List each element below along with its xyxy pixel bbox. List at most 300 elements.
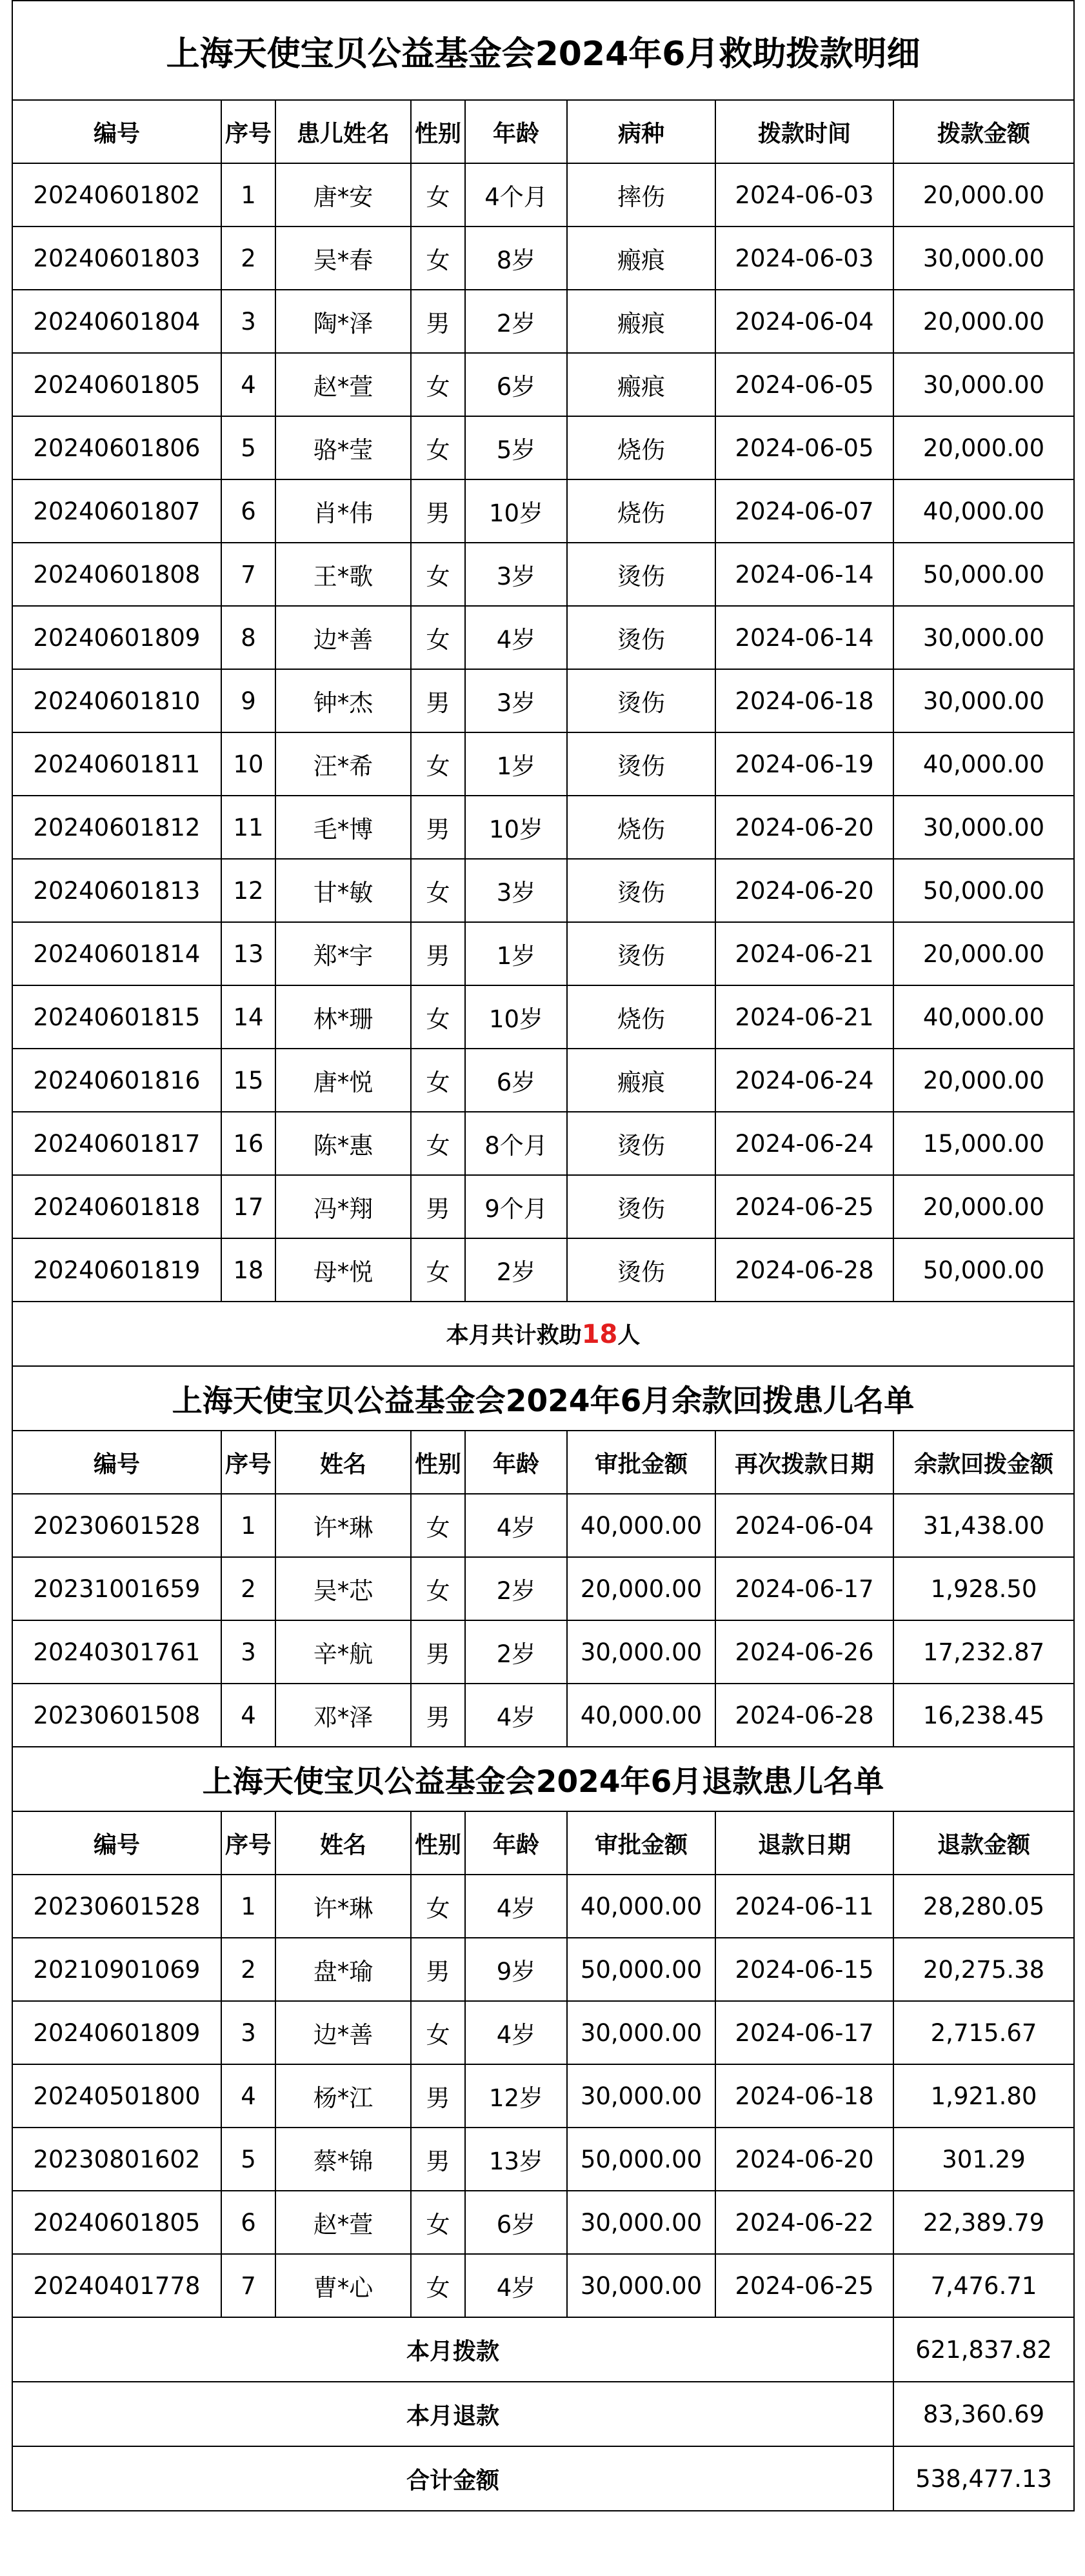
table-cell: 3岁 bbox=[465, 669, 567, 732]
table-cell: 20240601804 bbox=[12, 290, 221, 353]
table-cell: 1,921.80 bbox=[893, 2064, 1074, 2128]
table-cell: 2024-06-20 bbox=[715, 2128, 893, 2191]
table-cell: 1 bbox=[221, 163, 275, 226]
table-cell: 40,000.00 bbox=[893, 479, 1074, 543]
table-cell: 女 bbox=[411, 985, 465, 1049]
table-cell: 12岁 bbox=[465, 2064, 567, 2128]
table-cell: 20240601811 bbox=[12, 732, 221, 796]
table-cell: 曹*心 bbox=[275, 2254, 411, 2317]
table-cell: 烫伤 bbox=[567, 1175, 715, 1238]
table-cell: 15,000.00 bbox=[893, 1112, 1074, 1175]
column-header: 年龄 bbox=[465, 1431, 567, 1494]
total-row-grand bbox=[12, 2446, 1074, 2511]
table-cell: 2024-06-14 bbox=[715, 543, 893, 606]
table-cell: 辛*航 bbox=[275, 1620, 411, 1684]
column-header: 编号 bbox=[12, 1811, 221, 1875]
table-row bbox=[12, 606, 1074, 669]
table-cell: 5 bbox=[221, 2128, 275, 2191]
table-cell: 20231001659 bbox=[12, 1557, 221, 1620]
column-header: 序号 bbox=[221, 100, 275, 163]
column-header: 性别 bbox=[411, 1811, 465, 1875]
table-cell: 陈*惠 bbox=[275, 1112, 411, 1175]
table-cell: 女 bbox=[411, 163, 465, 226]
table-cell: 17 bbox=[221, 1175, 275, 1238]
table-cell: 2024-06-21 bbox=[715, 985, 893, 1049]
table-cell: 1岁 bbox=[465, 922, 567, 985]
table-cell: 6岁 bbox=[465, 1049, 567, 1112]
table-cell: 50,000.00 bbox=[893, 1238, 1074, 1302]
table-cell: 30,000.00 bbox=[893, 796, 1074, 859]
table-cell: 7 bbox=[221, 543, 275, 606]
column-header: 退款日期 bbox=[715, 1811, 893, 1875]
table-cell: 女 bbox=[411, 416, 465, 479]
table-cell: 2,715.67 bbox=[893, 2001, 1074, 2064]
table-cell: 8个月 bbox=[465, 1112, 567, 1175]
table-cell: 3岁 bbox=[465, 543, 567, 606]
column-header: 年龄 bbox=[465, 100, 567, 163]
table-cell: 20240601812 bbox=[12, 796, 221, 859]
table-cell: 陶*泽 bbox=[275, 290, 411, 353]
column-header: 性别 bbox=[411, 1431, 465, 1494]
table-cell: 40,000.00 bbox=[567, 1684, 715, 1747]
column-header: 拨款时间 bbox=[715, 100, 893, 163]
table-cell: 瘢痕 bbox=[567, 290, 715, 353]
table-cell: 烧伤 bbox=[567, 416, 715, 479]
table-cell: 20240601810 bbox=[12, 669, 221, 732]
table-cell: 赵*萱 bbox=[275, 2191, 411, 2254]
section1-title-row bbox=[12, 1, 1074, 100]
table-cell: 女 bbox=[411, 543, 465, 606]
table-cell: 4个月 bbox=[465, 163, 567, 226]
table-cell: 30,000.00 bbox=[893, 226, 1074, 290]
table-cell: 2 bbox=[221, 226, 275, 290]
table-cell: 母*悦 bbox=[275, 1238, 411, 1302]
table-row bbox=[12, 1620, 1074, 1684]
total-row-refunded bbox=[12, 2382, 1074, 2446]
table-cell: 1岁 bbox=[465, 732, 567, 796]
table-row bbox=[12, 353, 1074, 416]
table-cell: 烫伤 bbox=[567, 732, 715, 796]
table-cell: 20240501800 bbox=[12, 2064, 221, 2128]
report-table bbox=[12, 0, 1075, 2511]
table-cell: 11 bbox=[221, 796, 275, 859]
table-cell: 20230601508 bbox=[12, 1684, 221, 1747]
table-row bbox=[12, 732, 1074, 796]
table-cell: 10岁 bbox=[465, 479, 567, 543]
table-cell: 瘢痕 bbox=[567, 353, 715, 416]
table-cell: 冯*翔 bbox=[275, 1175, 411, 1238]
table-cell: 瘢痕 bbox=[567, 226, 715, 290]
table-cell: 2024-06-05 bbox=[715, 353, 893, 416]
table-cell: 13 bbox=[221, 922, 275, 985]
table-cell: 2岁 bbox=[465, 1238, 567, 1302]
table-cell: 20,000.00 bbox=[893, 922, 1074, 985]
table-cell: 甘*敏 bbox=[275, 859, 411, 922]
table-row bbox=[12, 796, 1074, 859]
table-cell: 2024-06-24 bbox=[715, 1112, 893, 1175]
table-cell: 20240601807 bbox=[12, 479, 221, 543]
table-cell: 3 bbox=[221, 2001, 275, 2064]
table-cell: 边*善 bbox=[275, 606, 411, 669]
table-cell: 男 bbox=[411, 2064, 465, 2128]
table-cell: 3岁 bbox=[465, 859, 567, 922]
table-cell: 2024-06-22 bbox=[715, 2191, 893, 2254]
table-cell: 钟*杰 bbox=[275, 669, 411, 732]
table-cell: 50,000.00 bbox=[567, 2128, 715, 2191]
table-cell: 林*珊 bbox=[275, 985, 411, 1049]
table-cell: 女 bbox=[411, 1238, 465, 1302]
column-header: 姓名 bbox=[275, 1431, 411, 1494]
table-cell: 烫伤 bbox=[567, 922, 715, 985]
table-cell: 2024-06-03 bbox=[715, 163, 893, 226]
table-cell: 赵*萱 bbox=[275, 353, 411, 416]
table-cell: 4 bbox=[221, 353, 275, 416]
table-cell: 30,000.00 bbox=[567, 2064, 715, 2128]
column-header: 退款金额 bbox=[893, 1811, 1074, 1875]
table-cell: 肖*伟 bbox=[275, 479, 411, 543]
table-cell: 女 bbox=[411, 1494, 465, 1557]
table-row bbox=[12, 1494, 1074, 1557]
table-cell: 2岁 bbox=[465, 1620, 567, 1684]
table-cell: 9个月 bbox=[465, 1175, 567, 1238]
table-cell: 男 bbox=[411, 290, 465, 353]
table-cell: 摔伤 bbox=[567, 163, 715, 226]
table-cell: 烧伤 bbox=[567, 985, 715, 1049]
table-cell: 20,000.00 bbox=[893, 163, 1074, 226]
table-cell: 10岁 bbox=[465, 985, 567, 1049]
table-cell: 骆*莹 bbox=[275, 416, 411, 479]
table-cell: 40,000.00 bbox=[893, 985, 1074, 1049]
column-header: 序号 bbox=[221, 1811, 275, 1875]
column-header: 余款回拨金额 bbox=[893, 1431, 1074, 1494]
table-row bbox=[12, 1684, 1074, 1747]
table-row bbox=[12, 922, 1074, 985]
table-cell: 盘*瑜 bbox=[275, 1938, 411, 2001]
table-cell: 30,000.00 bbox=[567, 2191, 715, 2254]
table-cell: 50,000.00 bbox=[567, 1938, 715, 2001]
table-cell: 2024-06-18 bbox=[715, 2064, 893, 2128]
table-cell: 30,000.00 bbox=[567, 1620, 715, 1684]
table-cell: 2024-06-28 bbox=[715, 1684, 893, 1747]
column-header: 年龄 bbox=[465, 1811, 567, 1875]
table-cell: 女 bbox=[411, 2001, 465, 2064]
table-cell: 31,438.00 bbox=[893, 1494, 1074, 1557]
table-cell: 2024-06-25 bbox=[715, 2254, 893, 2317]
table-cell: 女 bbox=[411, 1557, 465, 1620]
table-cell: 16 bbox=[221, 1112, 275, 1175]
table-cell: 10岁 bbox=[465, 796, 567, 859]
column-header: 审批金额 bbox=[567, 1431, 715, 1494]
table-cell: 男 bbox=[411, 796, 465, 859]
table-row bbox=[12, 985, 1074, 1049]
table-cell: 4 bbox=[221, 2064, 275, 2128]
table-cell: 2024-06-03 bbox=[715, 226, 893, 290]
total-label: 本月拨款 bbox=[12, 2317, 893, 2382]
table-cell: 20240601809 bbox=[12, 606, 221, 669]
table-cell: 301.29 bbox=[893, 2128, 1074, 2191]
table-cell: 女 bbox=[411, 226, 465, 290]
table-cell: 20,000.00 bbox=[893, 290, 1074, 353]
table-cell: 女 bbox=[411, 1875, 465, 1938]
table-cell: 6岁 bbox=[465, 353, 567, 416]
table-cell: 4 bbox=[221, 1684, 275, 1747]
section2-title: 上海天使宝贝公益基金会2024年6月余款回拨患儿名单 bbox=[12, 1366, 1074, 1431]
table-cell: 女 bbox=[411, 732, 465, 796]
table-cell: 烧伤 bbox=[567, 479, 715, 543]
total-row-disbursed bbox=[12, 2317, 1074, 2382]
table-row bbox=[12, 1175, 1074, 1238]
section3-rows bbox=[12, 1875, 1074, 2317]
table-cell: 4岁 bbox=[465, 1494, 567, 1557]
table-cell: 2024-06-19 bbox=[715, 732, 893, 796]
table-cell: 2024-06-24 bbox=[715, 1049, 893, 1112]
table-cell: 4岁 bbox=[465, 2254, 567, 2317]
table-cell: 2024-06-18 bbox=[715, 669, 893, 732]
section2-title-row bbox=[12, 1366, 1074, 1431]
column-header: 姓名 bbox=[275, 1811, 411, 1875]
table-cell: 1 bbox=[221, 1875, 275, 1938]
table-cell: 20240601817 bbox=[12, 1112, 221, 1175]
table-cell: 2024-06-17 bbox=[715, 1557, 893, 1620]
total-label: 本月退款 bbox=[12, 2382, 893, 2446]
table-cell: 2024-06-04 bbox=[715, 1494, 893, 1557]
table-cell: 20240601816 bbox=[12, 1049, 221, 1112]
table-cell: 2 bbox=[221, 1557, 275, 1620]
column-header: 患儿姓名 bbox=[275, 100, 411, 163]
table-cell: 20240301761 bbox=[12, 1620, 221, 1684]
column-header: 拨款金额 bbox=[893, 100, 1074, 163]
table-cell: 20230801602 bbox=[12, 2128, 221, 2191]
table-cell: 20240601805 bbox=[12, 353, 221, 416]
table-cell: 30,000.00 bbox=[893, 353, 1074, 416]
table-cell: 烫伤 bbox=[567, 543, 715, 606]
table-cell: 5 bbox=[221, 416, 275, 479]
table-row bbox=[12, 859, 1074, 922]
table-cell: 2024-06-11 bbox=[715, 1875, 893, 1938]
table-row bbox=[12, 1938, 1074, 2001]
table-cell: 50,000.00 bbox=[893, 859, 1074, 922]
section3-title: 上海天使宝贝公益基金会2024年6月退款患儿名单 bbox=[12, 1747, 1074, 1811]
table-row bbox=[12, 479, 1074, 543]
table-cell: 毛*博 bbox=[275, 796, 411, 859]
table-cell: 17,232.87 bbox=[893, 1620, 1074, 1684]
table-cell: 1 bbox=[221, 1494, 275, 1557]
column-header: 编号 bbox=[12, 100, 221, 163]
section1-header-row bbox=[12, 100, 1074, 163]
table-cell: 40,000.00 bbox=[893, 732, 1074, 796]
section1-title: 上海天使宝贝公益基金会2024年6月救助拨款明细 bbox=[12, 1, 1074, 100]
table-cell: 男 bbox=[411, 669, 465, 732]
table-cell: 男 bbox=[411, 1620, 465, 1684]
column-header: 病种 bbox=[567, 100, 715, 163]
table-cell: 烧伤 bbox=[567, 796, 715, 859]
table-cell: 男 bbox=[411, 1938, 465, 2001]
table-cell: 汪*希 bbox=[275, 732, 411, 796]
section3-header-row bbox=[12, 1811, 1074, 1875]
table-cell: 2024-06-14 bbox=[715, 606, 893, 669]
table-cell: 12 bbox=[221, 859, 275, 922]
table-cell: 男 bbox=[411, 1175, 465, 1238]
table-row bbox=[12, 290, 1074, 353]
table-cell: 2024-06-20 bbox=[715, 859, 893, 922]
table-cell: 7,476.71 bbox=[893, 2254, 1074, 2317]
table-row bbox=[12, 1049, 1074, 1112]
table-cell: 2 bbox=[221, 1938, 275, 2001]
section3-title-row bbox=[12, 1747, 1074, 1811]
table-cell: 40,000.00 bbox=[567, 1875, 715, 1938]
table-row bbox=[12, 2128, 1074, 2191]
table-cell: 20240601808 bbox=[12, 543, 221, 606]
table-cell: 4岁 bbox=[465, 1684, 567, 1747]
table-cell: 杨*江 bbox=[275, 2064, 411, 2128]
total-value: 83,360.69 bbox=[893, 2382, 1074, 2446]
summary-prefix: 本月共计救助 bbox=[446, 1323, 582, 1349]
table-row bbox=[12, 1238, 1074, 1302]
table-cell: 吴*芯 bbox=[275, 1557, 411, 1620]
table-cell: 5岁 bbox=[465, 416, 567, 479]
table-row bbox=[12, 163, 1074, 226]
table-cell: 9 bbox=[221, 669, 275, 732]
table-cell: 9岁 bbox=[465, 1938, 567, 2001]
table-cell: 女 bbox=[411, 606, 465, 669]
summary-suffix: 人 bbox=[617, 1323, 641, 1349]
table-cell: 许*琳 bbox=[275, 1494, 411, 1557]
table-cell: 4岁 bbox=[465, 1875, 567, 1938]
table-cell: 20240601805 bbox=[12, 2191, 221, 2254]
table-cell: 2024-06-21 bbox=[715, 922, 893, 985]
table-cell: 20240601815 bbox=[12, 985, 221, 1049]
table-cell: 郑*宇 bbox=[275, 922, 411, 985]
table-cell: 20,275.38 bbox=[893, 1938, 1074, 2001]
table-cell: 20230601528 bbox=[12, 1494, 221, 1557]
table-cell: 20240401778 bbox=[12, 2254, 221, 2317]
table-cell: 2岁 bbox=[465, 1557, 567, 1620]
table-cell: 2024-06-05 bbox=[715, 416, 893, 479]
table-cell: 20,000.00 bbox=[893, 1175, 1074, 1238]
table-cell: 烫伤 bbox=[567, 606, 715, 669]
table-cell: 20210901069 bbox=[12, 1938, 221, 2001]
table-cell: 20240601802 bbox=[12, 163, 221, 226]
table-cell: 邓*泽 bbox=[275, 1684, 411, 1747]
table-cell: 男 bbox=[411, 479, 465, 543]
table-cell: 20240601806 bbox=[12, 416, 221, 479]
table-cell: 2024-06-07 bbox=[715, 479, 893, 543]
table-cell: 6岁 bbox=[465, 2191, 567, 2254]
table-row bbox=[12, 669, 1074, 732]
section1-summary-row bbox=[12, 1302, 1074, 1366]
table-cell: 唐*安 bbox=[275, 163, 411, 226]
table-cell: 瘢痕 bbox=[567, 1049, 715, 1112]
table-cell: 20240601813 bbox=[12, 859, 221, 922]
table-cell: 20240601814 bbox=[12, 922, 221, 985]
table-cell: 40,000.00 bbox=[567, 1494, 715, 1557]
table-cell: 20240601818 bbox=[12, 1175, 221, 1238]
table-row bbox=[12, 416, 1074, 479]
table-cell: 男 bbox=[411, 1684, 465, 1747]
section1-rows bbox=[12, 163, 1074, 1302]
table-cell: 女 bbox=[411, 353, 465, 416]
column-header: 再次拨款日期 bbox=[715, 1431, 893, 1494]
table-cell: 18 bbox=[221, 1238, 275, 1302]
table-cell: 吴*春 bbox=[275, 226, 411, 290]
table-cell: 4岁 bbox=[465, 2001, 567, 2064]
section2-header-row bbox=[12, 1431, 1074, 1494]
table-row bbox=[12, 1875, 1074, 1938]
table-cell: 2024-06-28 bbox=[715, 1238, 893, 1302]
table-row bbox=[12, 2064, 1074, 2128]
table-cell: 15 bbox=[221, 1049, 275, 1112]
table-cell: 边*善 bbox=[275, 2001, 411, 2064]
total-label: 合计金额 bbox=[12, 2446, 893, 2511]
table-cell: 7 bbox=[221, 2254, 275, 2317]
table-cell: 14 bbox=[221, 985, 275, 1049]
table-cell: 30,000.00 bbox=[893, 606, 1074, 669]
table-cell: 6 bbox=[221, 2191, 275, 2254]
monthly-aid-summary bbox=[12, 1302, 1074, 1366]
section2-rows bbox=[12, 1494, 1074, 1747]
table-cell: 10 bbox=[221, 732, 275, 796]
table-cell: 2024-06-20 bbox=[715, 796, 893, 859]
donation-report-sheet bbox=[12, 0, 1073, 2511]
table-cell: 烫伤 bbox=[567, 669, 715, 732]
table-cell: 16,238.45 bbox=[893, 1684, 1074, 1747]
table-cell: 2024-06-15 bbox=[715, 1938, 893, 2001]
table-cell: 50,000.00 bbox=[893, 543, 1074, 606]
column-header: 序号 bbox=[221, 1431, 275, 1494]
table-cell: 1,928.50 bbox=[893, 1557, 1074, 1620]
total-value: 538,477.13 bbox=[893, 2446, 1074, 2511]
table-cell: 2岁 bbox=[465, 290, 567, 353]
table-cell: 20240601803 bbox=[12, 226, 221, 290]
table-row bbox=[12, 2254, 1074, 2317]
table-cell: 3 bbox=[221, 1620, 275, 1684]
table-cell: 28,280.05 bbox=[893, 1875, 1074, 1938]
column-header: 性别 bbox=[411, 100, 465, 163]
table-cell: 女 bbox=[411, 2254, 465, 2317]
table-cell: 烫伤 bbox=[567, 1238, 715, 1302]
column-header: 审批金额 bbox=[567, 1811, 715, 1875]
table-cell: 许*琳 bbox=[275, 1875, 411, 1938]
table-cell: 30,000.00 bbox=[893, 669, 1074, 732]
summary-count: 18 bbox=[581, 1320, 618, 1349]
table-cell: 20240601809 bbox=[12, 2001, 221, 2064]
table-cell: 8 bbox=[221, 606, 275, 669]
table-cell: 女 bbox=[411, 2191, 465, 2254]
table-cell: 20,000.00 bbox=[893, 1049, 1074, 1112]
total-value: 621,837.82 bbox=[893, 2317, 1074, 2382]
table-cell: 3 bbox=[221, 290, 275, 353]
table-cell: 30,000.00 bbox=[567, 2254, 715, 2317]
table-cell: 男 bbox=[411, 2128, 465, 2191]
table-cell: 20,000.00 bbox=[567, 1557, 715, 1620]
table-cell: 22,389.79 bbox=[893, 2191, 1074, 2254]
table-cell: 男 bbox=[411, 922, 465, 985]
table-cell: 20240601819 bbox=[12, 1238, 221, 1302]
table-cell: 2024-06-04 bbox=[715, 290, 893, 353]
table-cell: 30,000.00 bbox=[567, 2001, 715, 2064]
column-header: 编号 bbox=[12, 1431, 221, 1494]
table-row bbox=[12, 1557, 1074, 1620]
table-cell: 王*歌 bbox=[275, 543, 411, 606]
table-cell: 2024-06-26 bbox=[715, 1620, 893, 1684]
table-row bbox=[12, 2191, 1074, 2254]
table-cell: 20230601528 bbox=[12, 1875, 221, 1938]
table-cell: 2024-06-17 bbox=[715, 2001, 893, 2064]
table-cell: 烫伤 bbox=[567, 859, 715, 922]
table-cell: 蔡*锦 bbox=[275, 2128, 411, 2191]
table-cell: 13岁 bbox=[465, 2128, 567, 2191]
table-cell: 20,000.00 bbox=[893, 416, 1074, 479]
